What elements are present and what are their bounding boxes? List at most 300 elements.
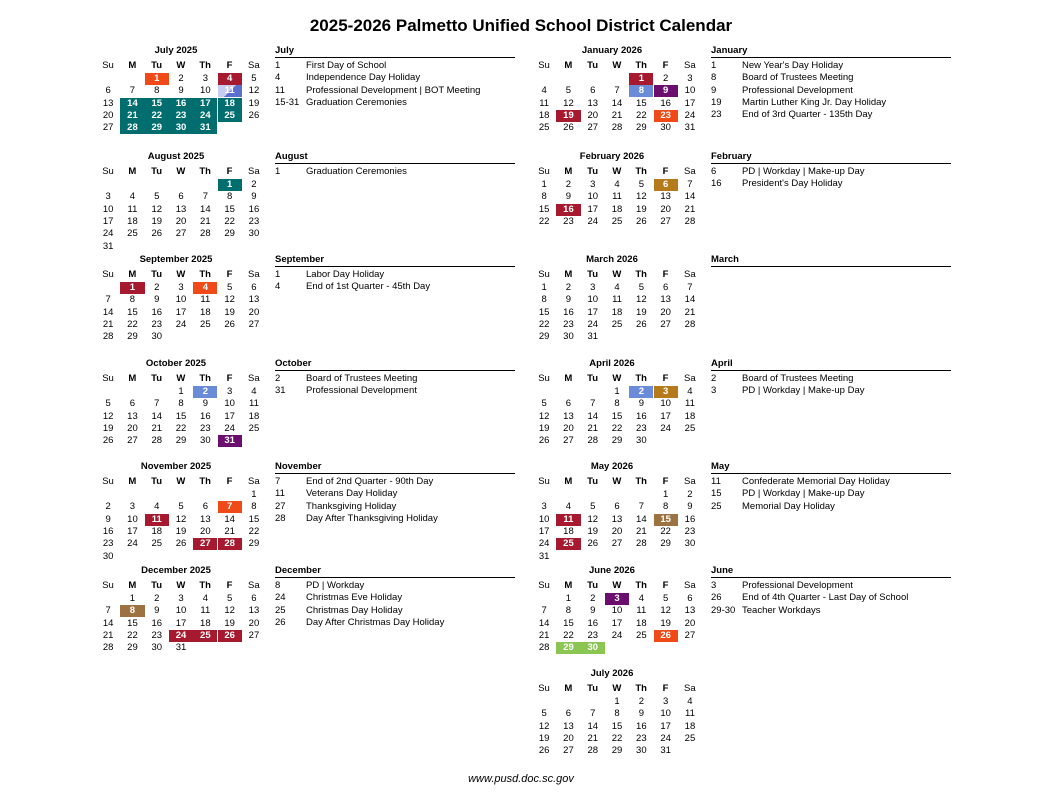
calendar-day: 16 xyxy=(102,525,114,537)
calendar-day: 26 xyxy=(654,630,678,642)
calendar-day: 26 xyxy=(151,228,163,240)
day-header: F xyxy=(662,476,669,487)
event-date: 2 xyxy=(275,373,281,384)
calendar-day: 20 xyxy=(102,109,114,121)
calendar-day: 12 xyxy=(224,294,235,306)
calendar-day: 1 xyxy=(614,386,620,397)
calendar-day: 1 xyxy=(565,593,572,604)
calendar-day: 22 xyxy=(248,525,260,537)
calendar-day: 6 xyxy=(178,191,184,203)
events-title: June xyxy=(711,565,734,576)
day-header: Su xyxy=(538,683,550,694)
event-date: 25 xyxy=(275,604,286,616)
calendar-day: 10 xyxy=(587,294,599,306)
calendar-day: 28 xyxy=(218,538,242,550)
event-date: 11 xyxy=(275,488,285,500)
calendar-day: 6 xyxy=(129,398,136,410)
calendar-day: 19 xyxy=(224,306,235,318)
calendar-day: 28 xyxy=(587,435,599,447)
calendar-day: 4 xyxy=(687,386,693,397)
calendar-day: 21 xyxy=(120,110,144,122)
month-title: May 2026 xyxy=(590,461,634,472)
calendar-day: 26 xyxy=(224,318,235,330)
calendar-day: 8 xyxy=(251,501,257,513)
calendar-day: 4 xyxy=(218,73,242,85)
calendar-day: 19 xyxy=(102,422,114,434)
calendar-day: 9 xyxy=(565,294,572,306)
calendar-day: 21 xyxy=(684,203,696,215)
calendar-day: 23 xyxy=(563,215,574,227)
event-text: Professional Development xyxy=(306,385,417,397)
calendar-day: 10 xyxy=(660,398,671,410)
calendar-day: 13 xyxy=(563,720,574,732)
calendar-day: 22 xyxy=(224,215,235,227)
calendar-day: 13 xyxy=(563,410,574,422)
day-header: Tu xyxy=(587,60,599,71)
calendar-day: 9 xyxy=(154,294,160,306)
calendar-day: 16 xyxy=(636,410,647,422)
events-title: September xyxy=(275,254,325,265)
calendar-day: 27 xyxy=(127,435,138,447)
calendar-day: 25 xyxy=(218,110,242,122)
calendar-day: 28 xyxy=(587,745,599,757)
calendar-day: 30 xyxy=(636,745,647,757)
calendar-day: 11 xyxy=(200,605,211,617)
calendar-day: 21 xyxy=(611,109,623,121)
calendar-day: 15 xyxy=(224,203,235,215)
day-header: M xyxy=(128,580,137,591)
calendar-day: 2 xyxy=(663,73,669,84)
event-text: President's Day Holiday xyxy=(742,178,843,190)
event-date: 4 xyxy=(275,72,281,84)
calendar-day: 26 xyxy=(636,318,647,330)
day-header: W xyxy=(176,580,186,591)
calendar-day: 16 xyxy=(636,720,647,732)
day-header: M xyxy=(564,60,573,71)
calendar-day: 17 xyxy=(538,525,550,537)
calendar-day: 23 xyxy=(248,215,260,227)
day-header: Sa xyxy=(247,269,260,280)
calendar-day: 22 xyxy=(660,525,671,537)
calendar-day: 27 xyxy=(175,228,187,240)
calendar-day: 3 xyxy=(663,696,669,707)
day-header: F xyxy=(662,580,669,591)
calendar-day: 10 xyxy=(684,85,696,97)
calendar-day: 4 xyxy=(614,179,620,190)
calendar-day: 9 xyxy=(687,501,693,513)
day-header: F xyxy=(226,580,233,591)
calendar-day: 3 xyxy=(227,386,233,397)
calendar-day: 5 xyxy=(638,179,644,190)
day-header: F xyxy=(662,166,669,177)
month-title: June 2026 xyxy=(589,565,635,576)
calendar-day: 17 xyxy=(127,525,138,537)
calendar-day: 25 xyxy=(611,318,623,330)
day-header: F xyxy=(226,269,233,280)
calendar-day: 31 xyxy=(218,435,242,447)
month-title: November 2025 xyxy=(140,461,212,472)
calendar-day: 18 xyxy=(200,306,211,318)
day-header: Su xyxy=(102,373,114,384)
month-title: July 2026 xyxy=(590,668,634,679)
calendar-day: 12 xyxy=(248,85,260,97)
calendar-day: 10 xyxy=(175,605,187,617)
calendar-day: 4 xyxy=(129,191,136,203)
calendar-day: 27 xyxy=(611,538,623,550)
calendar-day: 15 xyxy=(654,514,678,526)
events-title: December xyxy=(275,565,321,576)
calendar-day: 2 xyxy=(105,501,111,513)
event-text: Board of Trustees Meeting xyxy=(742,373,854,384)
calendar-day: 14 xyxy=(538,617,550,629)
calendar-day: 31 xyxy=(193,122,217,134)
event-text: End of 2nd Quarter - 90th Day xyxy=(306,476,434,487)
day-header: W xyxy=(612,476,622,487)
calendar-day: 1 xyxy=(614,696,620,707)
calendar-day: 5 xyxy=(565,85,572,97)
calendar-day: 8 xyxy=(629,85,653,97)
calendar-day: 20 xyxy=(248,617,260,629)
calendar-day: 24 xyxy=(684,109,696,121)
calendar-day: 10 xyxy=(611,605,623,617)
calendar-day: 17 xyxy=(102,215,114,227)
calendar-day: 9 xyxy=(638,398,644,410)
calendar-day: 10 xyxy=(587,191,599,203)
calendar-day: 1 xyxy=(629,73,653,85)
calendar-day: 16 xyxy=(684,513,696,525)
day-header: F xyxy=(226,60,233,71)
event-text: Labor Day Holiday xyxy=(306,269,385,280)
day-header: Tu xyxy=(151,269,163,280)
calendar-day: 27 xyxy=(660,215,671,227)
calendar-day: 2 xyxy=(638,696,644,707)
calendar-day: 23 xyxy=(684,525,696,537)
calendar-day: 27 xyxy=(563,435,574,447)
calendar-day: 24 xyxy=(175,318,187,330)
event-date: 1 xyxy=(711,60,717,71)
calendar-day: 25 xyxy=(248,422,260,434)
calendar-day: 25 xyxy=(151,538,163,550)
events-divider xyxy=(711,370,951,371)
calendar-day: 11 xyxy=(685,398,695,410)
calendar-day: 17 xyxy=(611,617,623,629)
day-header: M xyxy=(128,476,137,487)
calendar-day: 12 xyxy=(563,97,574,109)
calendar-day: 2 xyxy=(154,593,160,604)
calendar-day: 5 xyxy=(227,282,233,293)
calendar-day: 6 xyxy=(590,85,596,97)
event-text: Board of Trustees Meeting xyxy=(742,72,854,84)
calendar-day: 1 xyxy=(129,593,136,604)
calendar-day: 6 xyxy=(614,501,620,513)
calendar-day: 7 xyxy=(202,191,208,203)
calendar-day: 11 xyxy=(200,294,211,306)
day-header: Th xyxy=(635,166,647,177)
calendar-day: 5 xyxy=(154,191,160,203)
event-text: Day After Christmas Day Holiday xyxy=(306,616,445,628)
calendar-day: 14 xyxy=(102,617,114,629)
calendar-day: 6 xyxy=(687,593,693,604)
calendar-day: 4 xyxy=(687,696,693,707)
calendar-day: 1 xyxy=(145,73,169,85)
day-header: F xyxy=(662,683,669,694)
calendar-day: 21 xyxy=(200,215,211,227)
events-title: August xyxy=(275,151,308,162)
event-date: 19 xyxy=(711,96,722,108)
calendar-day: 16 xyxy=(151,306,163,318)
calendar-day: 31 xyxy=(660,745,671,757)
event-date: 8 xyxy=(275,580,281,591)
day-header: Su xyxy=(102,60,114,71)
calendar-day: 23 xyxy=(636,732,647,744)
month-title: September 2025 xyxy=(139,254,213,265)
event-text: Professional Development xyxy=(742,84,853,96)
event-text: PD | Workday | Make-up Day xyxy=(742,166,865,177)
day-header: W xyxy=(612,373,622,384)
event-date: 7 xyxy=(275,476,281,487)
calendar-day: 28 xyxy=(636,538,647,550)
day-header: W xyxy=(612,683,622,694)
calendar-day: 11 xyxy=(218,85,242,97)
calendar-day: 6 xyxy=(105,85,111,97)
calendar-day: 27 xyxy=(587,122,599,134)
day-header: W xyxy=(176,476,186,487)
calendar-day: 19 xyxy=(538,732,550,744)
calendar-day: 28 xyxy=(538,642,550,654)
calendar-day: 14 xyxy=(684,191,696,203)
calendar-day: 22 xyxy=(563,629,574,641)
calendar-day: 13 xyxy=(587,97,599,109)
calendar-day: 18 xyxy=(684,410,696,422)
calendar-day: 15 xyxy=(611,720,623,732)
calendar-day: 15 xyxy=(175,410,187,422)
day-header: Sa xyxy=(683,166,696,177)
calendar-day: 21 xyxy=(224,525,235,537)
calendar-day: 2 xyxy=(565,282,572,293)
event-text: End of 1st Quarter - 45th Day xyxy=(306,281,431,293)
calendar-day: 10 xyxy=(175,294,187,306)
calendar-day: 2 xyxy=(193,386,217,398)
calendar-day: 23 xyxy=(151,629,163,641)
events-title: April xyxy=(711,358,733,369)
event-date: 11 xyxy=(275,84,285,96)
calendar-day: 22 xyxy=(127,629,138,641)
calendar-day: 3 xyxy=(178,593,184,604)
event-text: Day After Thanksgiving Holiday xyxy=(306,512,438,524)
calendar-day: 7 xyxy=(590,708,596,720)
calendar-day: 23 xyxy=(169,110,193,122)
calendar-day: 15 xyxy=(563,617,574,629)
day-header: Su xyxy=(102,476,114,487)
calendar-day: 3 xyxy=(590,282,596,293)
calendar-day: 3 xyxy=(605,593,629,605)
calendar-day: 3 xyxy=(590,179,596,190)
calendar-day: 22 xyxy=(636,109,647,121)
calendar-day: 9 xyxy=(565,191,572,203)
calendar-day: 29 xyxy=(660,538,671,550)
calendar-day: 6 xyxy=(251,282,257,293)
day-header: Tu xyxy=(587,580,599,591)
event-text: Christmas Eve Holiday xyxy=(306,592,403,604)
event-date: 3 xyxy=(711,580,717,591)
event-date: 1 xyxy=(275,166,281,177)
calendar-day: 13 xyxy=(660,294,671,306)
calendar-day: 18 xyxy=(127,215,138,227)
calendar-day: 4 xyxy=(614,282,620,293)
calendar-day: 28 xyxy=(684,215,696,227)
day-header: Sa xyxy=(683,683,696,694)
calendar-day: 3 xyxy=(129,501,136,513)
calendar-day: 3 xyxy=(202,73,208,84)
calendar-day: 9 xyxy=(654,85,678,97)
event-date: 4 xyxy=(275,281,281,293)
calendar-day: 14 xyxy=(587,720,599,732)
calendar-day: 14 xyxy=(102,306,114,318)
event-date: 9 xyxy=(711,84,717,96)
calendar-day: 8 xyxy=(663,501,669,513)
event-text: End of 3rd Quarter - 135th Day xyxy=(742,109,873,121)
event-date: 24 xyxy=(275,592,286,604)
calendar-day: 20 xyxy=(684,617,696,629)
calendar-day: 15 xyxy=(538,306,550,318)
day-header: Su xyxy=(538,60,550,71)
calendar-day: 19 xyxy=(587,525,599,537)
calendar-day: 18 xyxy=(151,525,163,537)
calendar-day: 24 xyxy=(102,228,114,240)
calendar-day: 10 xyxy=(660,708,671,720)
day-header: Sa xyxy=(683,373,696,384)
calendar-day: 21 xyxy=(684,306,696,318)
calendar-day: 7 xyxy=(218,501,242,513)
calendar-day: 20 xyxy=(200,525,211,537)
day-header: Th xyxy=(635,60,647,71)
calendar-day: 25 xyxy=(636,629,647,641)
calendar-day: 3 xyxy=(687,73,693,84)
day-header: Sa xyxy=(683,580,696,591)
calendar-day: 3 xyxy=(105,191,111,203)
day-header: Tu xyxy=(151,476,163,487)
calendar-day: 8 xyxy=(541,294,547,306)
events-divider xyxy=(711,163,951,164)
calendar-day: 15 xyxy=(145,98,169,110)
calendar-day: 5 xyxy=(663,593,669,604)
calendar-day: 5 xyxy=(227,593,233,604)
day-header: M xyxy=(564,269,573,280)
calendar-day: 27 xyxy=(102,122,114,134)
calendar-day: 25 xyxy=(538,122,550,134)
calendar-day: 11 xyxy=(612,191,622,203)
day-header: Tu xyxy=(587,683,599,694)
calendar-day: 8 xyxy=(614,708,620,720)
day-header: Th xyxy=(199,269,211,280)
day-header: M xyxy=(564,166,573,177)
day-header: Th xyxy=(635,476,647,487)
events-divider xyxy=(275,577,515,578)
calendar-day: 21 xyxy=(151,422,163,434)
day-header: Tu xyxy=(587,269,599,280)
calendar-day: 11 xyxy=(612,294,622,306)
calendar-day: 31 xyxy=(175,642,187,654)
calendar-day: 19 xyxy=(636,306,647,318)
calendar-day: 19 xyxy=(248,97,260,109)
events-title: July xyxy=(275,45,295,56)
calendar-day: 28 xyxy=(102,642,114,654)
calendar-day: 9 xyxy=(178,85,184,97)
day-header: Su xyxy=(102,166,114,177)
day-header: W xyxy=(612,60,622,71)
month-title: April 2026 xyxy=(589,358,635,369)
day-header: F xyxy=(226,373,233,384)
calendar-day: 17 xyxy=(193,98,217,110)
calendar-day: 26 xyxy=(248,109,260,121)
event-text: End of 4th Quarter - Last Day of School xyxy=(742,592,909,604)
event-date: 23 xyxy=(711,109,722,121)
day-header: Su xyxy=(102,269,114,280)
day-header: Th xyxy=(635,269,647,280)
calendar-day: 7 xyxy=(638,501,644,513)
calendar-day: 2 xyxy=(687,489,693,500)
calendar-day: 4 xyxy=(193,282,217,294)
event-text: Thanksgiving Holiday xyxy=(306,500,397,512)
day-header: Tu xyxy=(587,373,599,384)
day-header: F xyxy=(662,60,669,71)
calendar-day: 12 xyxy=(636,294,647,306)
day-header: M xyxy=(128,373,137,384)
events-title: November xyxy=(275,461,322,472)
calendar-day: 7 xyxy=(154,398,160,410)
calendar-day: 27 xyxy=(248,318,260,330)
day-header: Sa xyxy=(683,476,696,487)
calendar-day: 12 xyxy=(538,720,550,732)
calendar-day: 16 xyxy=(563,306,574,318)
calendar-day: 29 xyxy=(611,745,623,757)
calendar-day: 4 xyxy=(638,593,644,604)
calendar-day: 23 xyxy=(636,422,647,434)
calendar-day: 5 xyxy=(541,398,547,410)
event-text: Board of Trustees Meeting xyxy=(306,373,418,384)
calendar-day: 28 xyxy=(102,331,114,343)
calendar-day: 16 xyxy=(660,97,671,109)
calendar-day: 24 xyxy=(193,110,217,122)
calendar-day: 14 xyxy=(611,97,623,109)
calendar-day: 13 xyxy=(248,294,260,306)
calendar-day: 12 xyxy=(636,191,647,203)
day-header: Th xyxy=(199,373,211,384)
calendar-day: 25 xyxy=(684,732,696,744)
calendar-day: 29 xyxy=(538,331,550,343)
calendar-day: 23 xyxy=(587,629,599,641)
calendar-day: 9 xyxy=(251,191,257,203)
day-header: Th xyxy=(635,580,647,591)
day-header: F xyxy=(226,476,233,487)
calendar-day: 18 xyxy=(636,617,647,629)
calendar-day: 23 xyxy=(151,318,163,330)
calendar-day: 13 xyxy=(660,191,671,203)
calendar-day: 30 xyxy=(169,122,193,134)
event-date: 1 xyxy=(275,269,281,280)
event-date: 2 xyxy=(711,373,717,384)
calendar-day: 29 xyxy=(636,122,647,134)
event-text: Confederate Memorial Day Holiday xyxy=(742,476,890,487)
calendar-day: 25 xyxy=(611,215,623,227)
day-header: Sa xyxy=(247,373,260,384)
events-divider xyxy=(711,57,951,58)
calendar-day: 30 xyxy=(248,228,260,240)
calendar-day: 17 xyxy=(587,306,599,318)
day-header: W xyxy=(176,166,186,177)
calendar-day: 1 xyxy=(541,282,547,293)
calendar-day: 30 xyxy=(151,331,163,343)
